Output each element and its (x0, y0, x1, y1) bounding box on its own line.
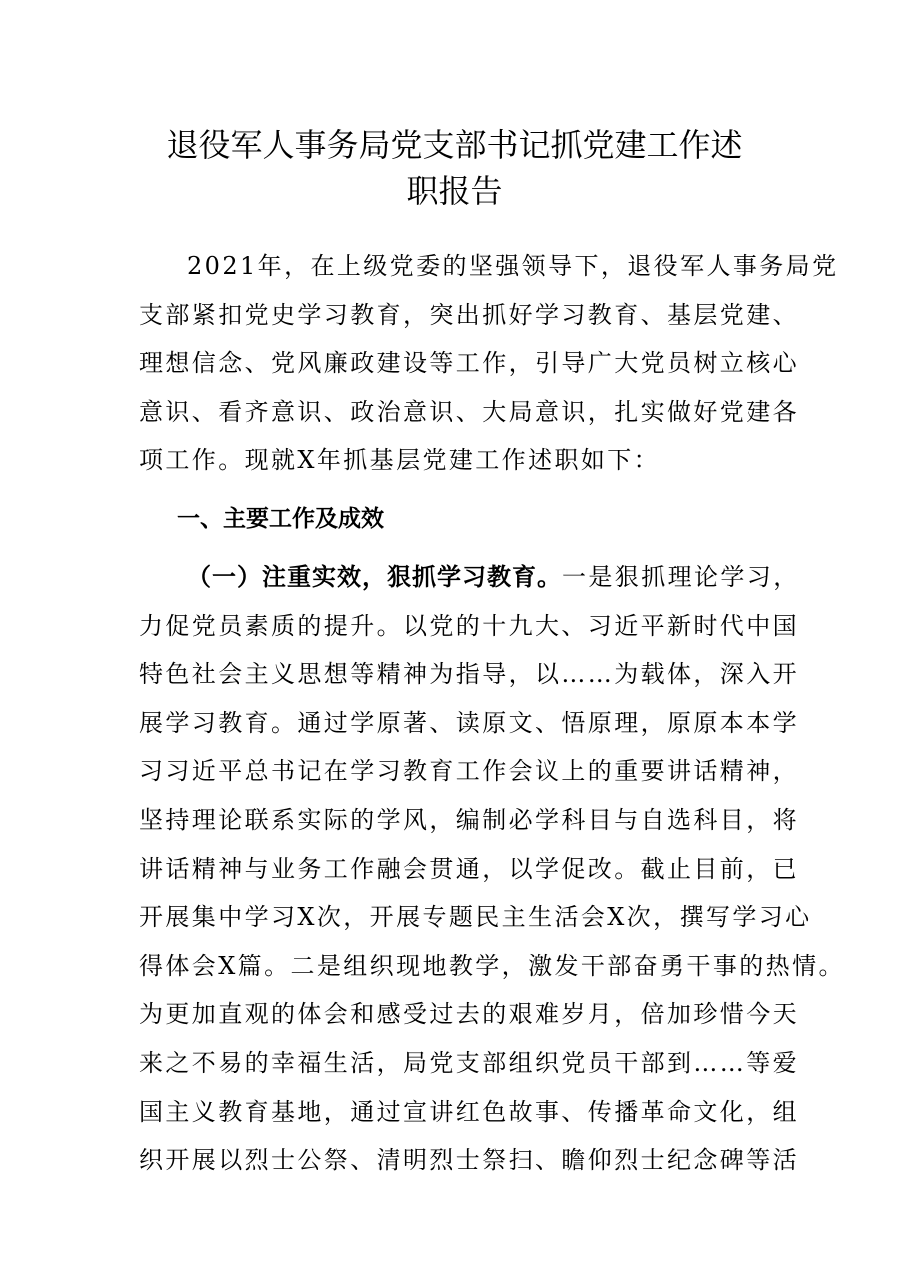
body-line: 织开展以烈士公祭、清明烈士祭扫、瞻仰烈士纪念碑等活 (139, 1146, 799, 1175)
title-line-1: 退役军人事务局党支部书记抓党建工作述 (166, 126, 743, 164)
intro-line: 意识、看齐意识、政治意识、大局意识，扎实做好党建各 (139, 397, 799, 426)
document-title (90, 122, 819, 214)
subsection-first-line-rest: 一是狠抓理论学习， (562, 562, 800, 591)
body-line: 得体会X篇。二是组织现地教学，激发干部奋勇干事的热情。 (139, 951, 845, 980)
subsection-first-line (139, 553, 799, 602)
body-line: 来之不易的幸福生活，局党支部组织党员干部到……等爱 (139, 1048, 799, 1077)
body-line: 展学习教育。通过学原著、读原文、悟原理，原原本本学 (139, 708, 799, 737)
title-line-2: 职报告 (406, 172, 503, 210)
section-heading: 一、主要工作及成效 (177, 505, 384, 532)
body-line: 国主义教育基地，通过宣讲红色故事、传播革命文化，组 (139, 1097, 799, 1126)
body-line: 特色社会主义思想等精神为指导，以……为载体，深入开 (139, 660, 799, 689)
body-line: 为更加直观的体会和感受过去的艰难岁月，倍加珍惜今天 (139, 1000, 799, 1029)
intro-line: 理想信念、党风廉政建设等工作，引导广大党员树立核心 (139, 349, 799, 378)
body-line: 讲话精神与业务工作融会贯通，以学促改。截止目前，已 (139, 854, 799, 883)
subsection-heading: （一）注重实效，狠抓学习教育。 (187, 562, 562, 591)
document-body (139, 242, 845, 1185)
body-line: 开展集中学习X次，开展专题民主生活会X次，撰写学习心 (139, 903, 812, 932)
intro-line: 2021年，在上级党委的坚强领导下，退役军人事务局党 (187, 252, 839, 280)
intro-paragraph (139, 242, 839, 485)
body-line: 力促党员素质的提升。以党的十九大、习近平新时代中国 (139, 611, 799, 640)
body-line: 习习近平总书记在学习教育工作会议上的重要讲话精神， (139, 757, 799, 786)
intro-line: 项工作。现就X年抓基层党建工作述职如下： (139, 446, 661, 475)
body-line: 坚持理论联系实际的学风，编制必学科目与自选科目，将 (139, 805, 799, 834)
subsection-paragraph (139, 553, 845, 1185)
intro-line: 支部紧扣党史学习教育，突出抓好学习教育、基层党建、 (139, 300, 799, 329)
